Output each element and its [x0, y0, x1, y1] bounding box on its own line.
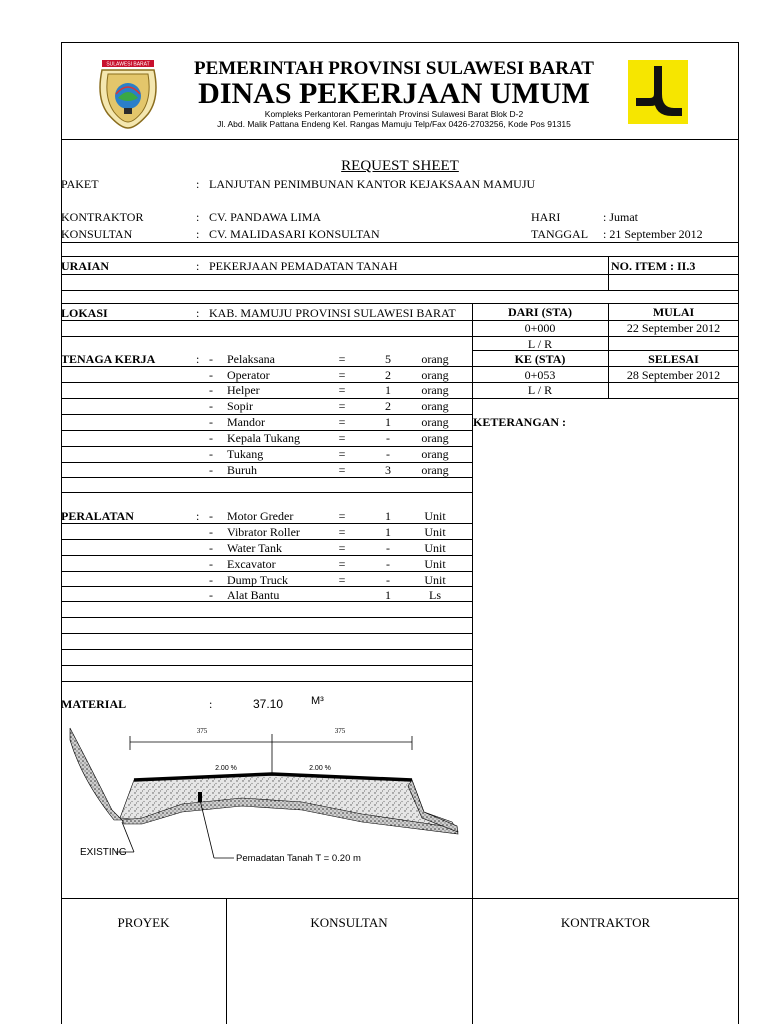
list-item-dash: - [209, 541, 213, 555]
kontraktor-label: KONTRAKTOR [61, 210, 144, 224]
ke-sta-side: L / R [527, 383, 553, 397]
list-item-name: Mandor [227, 415, 265, 429]
pu-logo [628, 60, 688, 124]
lokasi-colon: : [196, 306, 200, 320]
list-item-unit: Ls [429, 588, 441, 602]
divider [61, 649, 472, 650]
divider [61, 430, 472, 431]
paket-label: PAKET [61, 177, 99, 191]
peralatan-colon: : [196, 509, 200, 523]
list-item-name: Buruh [227, 463, 257, 477]
lokasi-label: LOKASI [61, 306, 108, 320]
list-item-unit: orang [421, 383, 449, 397]
material-colon: : [209, 697, 213, 711]
divider [61, 523, 472, 524]
divider [61, 665, 472, 666]
no-item: NO. ITEM : II.3 [611, 259, 696, 273]
list-item-dash: - [209, 352, 213, 366]
cross-section-drawing [62, 720, 470, 870]
paket-colon: : [196, 177, 200, 191]
list-item-unit: orang [421, 352, 449, 366]
pemadatan-label: Pemadatan Tanah T = 0.20 m [236, 853, 361, 864]
ke-sta-value: 0+053 [524, 368, 556, 382]
hari-label: HARI [531, 210, 561, 224]
kontraktor-value: CV. PANDAWA LIMA [209, 210, 322, 224]
selesai-value: 28 September 2012 [626, 368, 721, 382]
list-item-unit: orang [421, 431, 449, 445]
tanggal-value: : 21 September 2012 [603, 227, 703, 241]
list-item-unit: orang [421, 399, 449, 413]
list-item-name: Kepala Tukang [227, 431, 300, 445]
divider [61, 617, 472, 618]
list-item-eq: = [338, 541, 346, 555]
divider [61, 256, 739, 257]
divider [61, 681, 472, 682]
material-unit: M³ [311, 695, 324, 707]
list-item-eq: = [338, 415, 346, 429]
slope-right-label: 2.00 % [309, 765, 331, 772]
keterangan-label: KETERANGAN : [473, 415, 567, 429]
list-item-eq: = [338, 573, 346, 587]
signature-kontraktor: KONTRAKTOR [560, 915, 651, 930]
divider [61, 477, 472, 478]
uraian-value: PEKERJAAN PEMADATAN TANAH [209, 259, 398, 273]
list-item-dash: - [209, 509, 213, 523]
divider [61, 336, 472, 337]
list-item-qty: 1 [385, 525, 391, 539]
list-item-name: Sopir [227, 399, 254, 413]
divider [61, 633, 472, 634]
list-item-dash: - [209, 447, 213, 461]
list-item-dash: - [209, 399, 213, 413]
tanggal-label: TANGGAL [531, 227, 589, 241]
seal-banner-text: SULAWESI BARAT [106, 61, 150, 68]
list-item-eq: = [338, 463, 346, 477]
list-item-unit: orang [421, 463, 449, 477]
list-item-qty: 2 [385, 399, 391, 413]
list-item-qty: - [386, 541, 390, 555]
list-item-eq: = [338, 383, 346, 397]
list-item-qty: 1 [385, 588, 391, 602]
list-item-qty: 5 [385, 352, 391, 366]
material-value: 37.10 [253, 697, 284, 711]
paket-value: LANJUTAN PENIMBUNAN KANTOR KEJAKSAAN MAMUJU [209, 177, 536, 191]
slope-left-label: 2.00 % [215, 765, 237, 772]
divider [61, 898, 739, 899]
list-item-name: Alat Bantu [227, 588, 280, 602]
list-item-eq: = [338, 557, 346, 571]
header-divider [61, 139, 739, 140]
uraian-colon: : [196, 259, 200, 273]
list-item-qty: 1 [385, 383, 391, 397]
divider [61, 462, 472, 463]
list-item-eq: = [338, 352, 346, 366]
dim-right-label: 375 [334, 727, 346, 735]
list-item-dash: - [209, 573, 213, 587]
list-item-eq: = [338, 509, 346, 523]
list-item-name: Dump Truck [227, 573, 289, 587]
address-line-1: Kompleks Perkantoran Pemerintah Provinsi Sulawesi Barat Blok D-2 [264, 109, 524, 119]
list-item-eq: = [338, 431, 346, 445]
signature-konsultan: KONSULTAN [310, 915, 388, 930]
kontraktor-colon: : [196, 210, 200, 224]
list-item-dash: - [209, 415, 213, 429]
list-item-name: Helper [227, 383, 260, 397]
provincial-seal [94, 58, 162, 130]
list-item-dash: - [209, 431, 213, 445]
list-item-dash: - [209, 588, 213, 602]
divider [61, 398, 472, 399]
list-item-qty: - [386, 431, 390, 445]
list-item-unit: Unit [424, 573, 446, 587]
list-item-qty: 1 [385, 415, 391, 429]
list-item-qty: - [386, 573, 390, 587]
dept-title: DINAS PEKERJAAN UMUM [198, 77, 590, 110]
divider [61, 274, 739, 275]
tenaga-kerja-colon: : [196, 352, 200, 366]
divider [61, 601, 472, 602]
divider [61, 492, 472, 493]
list-item-qty: 1 [385, 509, 391, 523]
list-item-eq: = [338, 525, 346, 539]
form-title: REQUEST SHEET [341, 158, 459, 174]
konsultan-colon: : [196, 227, 200, 241]
tenaga-kerja-label: TENAGA KERJA [61, 352, 156, 366]
existing-label: EXISTING [80, 847, 127, 858]
list-item-eq: = [338, 399, 346, 413]
list-item-name: Vibrator Roller [227, 525, 300, 539]
list-item-name: Excavator [227, 557, 276, 571]
divider [472, 398, 739, 399]
list-item-name: Pelaksana [227, 352, 275, 366]
peralatan-label: PERALATAN [61, 509, 134, 523]
list-item-dash: - [209, 557, 213, 571]
address-line-2: Jl. Abd. Malik Pattana Endeng Kel. Rangas Mamuju Telp/Fax 0426-2703256, Kode Pos 91315 [217, 119, 571, 129]
divider [61, 586, 472, 587]
divider [61, 366, 472, 367]
hari-value: : Jumat [603, 210, 638, 224]
gov-title: PEMERINTAH PROVINSI SULAWESI BARAT [194, 58, 594, 79]
list-item-unit: orang [421, 415, 449, 429]
list-item-unit: orang [421, 447, 449, 461]
list-item-name: Operator [227, 368, 270, 382]
list-item-dash: - [209, 463, 213, 477]
signature-proyek: PROYEK [117, 915, 170, 930]
list-item-unit: orang [421, 368, 449, 382]
divider [61, 539, 472, 540]
material-label: MATERIAL [61, 697, 127, 711]
divider [61, 571, 472, 572]
divider [61, 303, 739, 304]
divider [472, 366, 739, 367]
list-item-unit: Unit [424, 509, 446, 523]
divider [61, 290, 739, 291]
divider [61, 555, 472, 556]
dari-sta-value: 0+000 [524, 321, 556, 335]
list-item-qty: - [386, 557, 390, 571]
mulai-label: MULAI [652, 305, 695, 319]
list-item-name: Tukang [227, 447, 264, 461]
list-item-dash: - [209, 368, 213, 382]
ke-sta-label: KE (STA) [514, 352, 566, 366]
list-item-eq: = [338, 368, 346, 382]
list-item-unit: Unit [424, 541, 446, 555]
dim-left-label: 375 [196, 727, 208, 735]
dari-sta-side: L / R [527, 337, 553, 351]
konsultan-label: KONSULTAN [61, 227, 133, 241]
uraian-label: URAIAN [61, 259, 109, 273]
list-item-unit: Unit [424, 525, 446, 539]
divider [61, 446, 472, 447]
lokasi-value: KAB. MAMUJU PROVINSI SULAWESI BARAT [209, 306, 456, 320]
list-item-eq: = [338, 447, 346, 461]
mulai-value: 22 September 2012 [626, 321, 721, 335]
divider [61, 414, 472, 415]
konsultan-value: CV. MALIDASARI KONSULTAN [209, 227, 380, 241]
divider [608, 256, 609, 290]
divider [61, 242, 739, 243]
dari-sta-label: DARI (STA) [507, 305, 573, 319]
list-item-name: Water Tank [227, 541, 282, 555]
list-item-name: Motor Greder [227, 509, 294, 523]
list-item-unit: Unit [424, 557, 446, 571]
selesai-label: SELESAI [648, 352, 699, 366]
list-item-qty: 3 [385, 463, 391, 477]
list-item-qty: 2 [385, 368, 391, 382]
list-item-dash: - [209, 525, 213, 539]
list-item-qty: - [386, 447, 390, 461]
list-item-dash: - [209, 383, 213, 397]
divider [61, 382, 472, 383]
